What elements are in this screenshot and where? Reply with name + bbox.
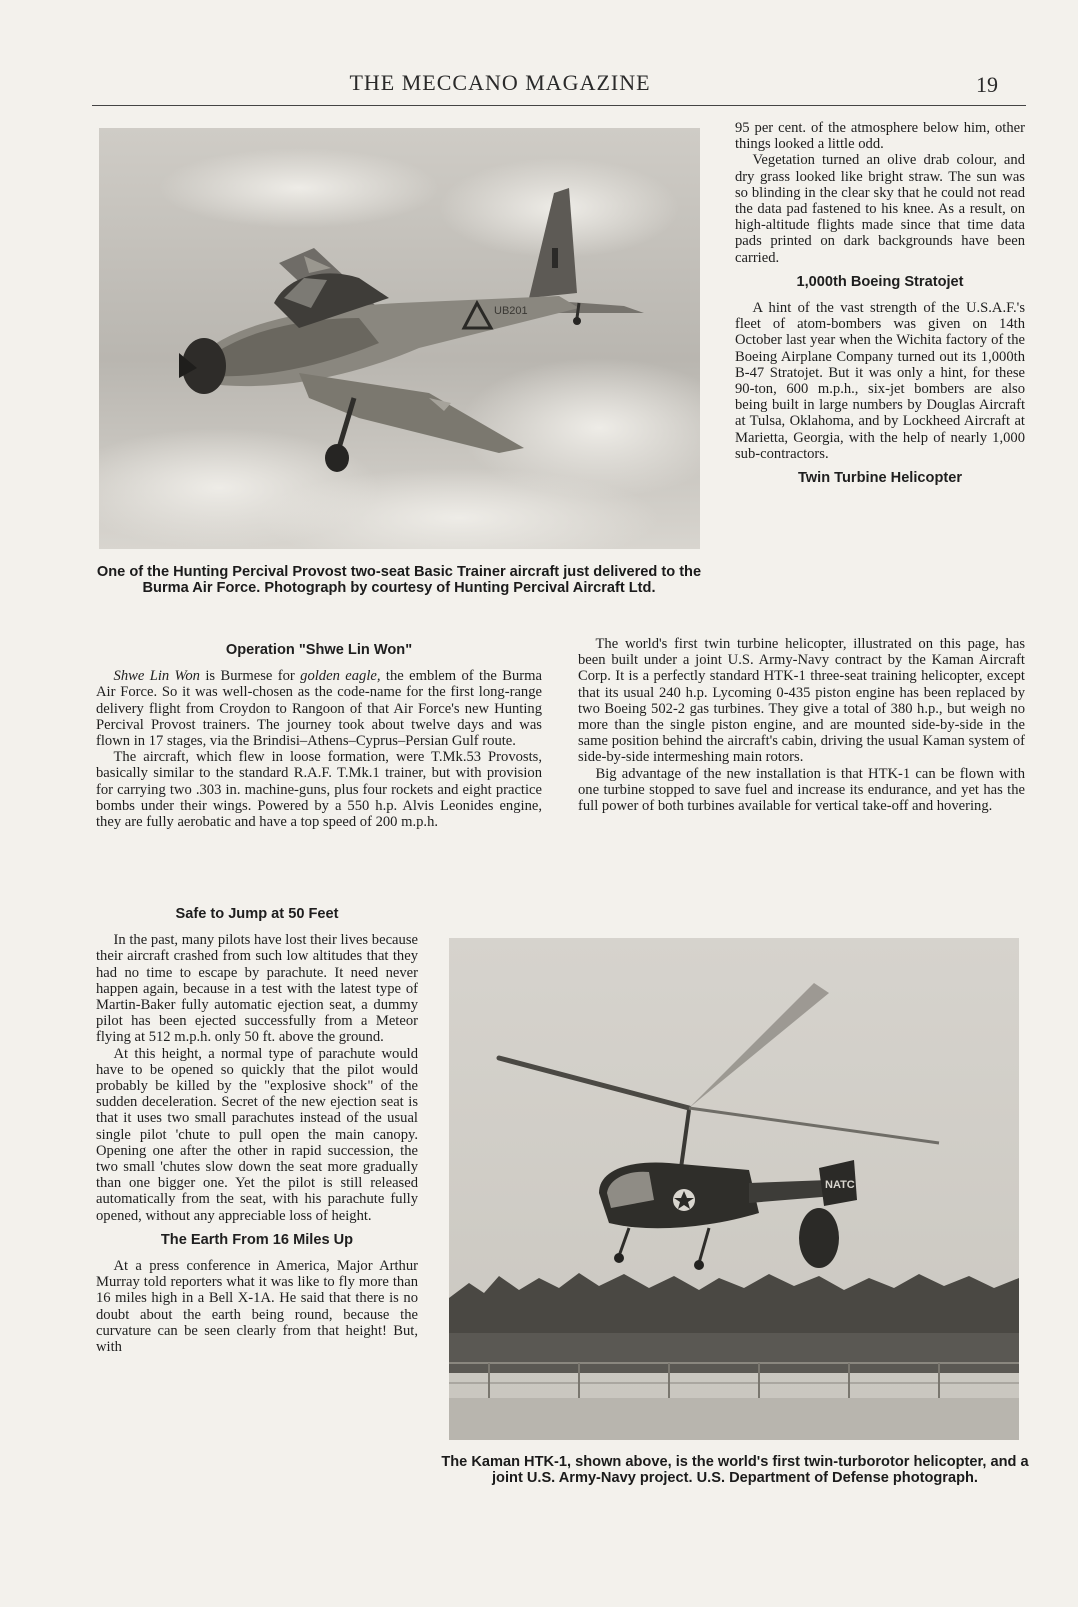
magazine-title: THE MECCANO MAGAZINE <box>349 70 651 95</box>
helicopter-paragraph-1: The world's first twin turbine helicopter, illustrated on this page, has been built under a joint U.S. Army-Navy contract by the Kaman Aircraft Corp. It is a perfectly standard HTK-1 three-seat training helicopter, except that its usual 240 h.p. Lycoming 0-435 piston engine has been replaced by two Boeing 502-2 gas turbines. They give a total of 380 h.p., but weigh no more than the single piston engine, and are mounted side-by-side in the same position behind the aircraft's cabin, driving the usual Kaman system of side-by-side intermeshing main rotors. <box>578 636 1025 766</box>
narrow-column <box>96 906 418 1355</box>
earth-paragraph: At a press conference in America, Major Arthur Murray told reporters what it was like to fly more than 16 miles high in a Bell X-1A. He said that there is no doubt about the earth being round, because the curvature can be seen clearly from that height! But, with <box>96 1258 418 1356</box>
jump-heading: Safe to Jump at 50 Feet <box>175 906 339 922</box>
helicopter-heading: Twin Turbine Helicopter <box>797 470 963 487</box>
helicopter-paragraph-2: Big advantage of the new installation is that HTK-1 can be flown with one turbine stopped to save fuel and increase its endurance, and yet has the full power of both turbines available for vertical take-off and hovering. <box>578 765 1025 815</box>
jump-paragraph-2: At this height, a normal type of parachute would have to be opened so quickly that the pilot would probably be killed by the "explosive shock" of the sudden deceleration. Secret of the new ejection seat is that it uses two small parachutes instead of the usual single pilot 'chute to pull open the main canopy. Opening one after the other in rapid succession, the two small 'chutes slow down the seat more gradually than one bigger one. Yet the pilot is still released automatically from the seat, with his parachute fully opened, without any appreciable loss of height. <box>96 1045 418 1224</box>
helicopter-photo <box>449 938 1019 1440</box>
operation-paragraph-1 <box>96 668 542 749</box>
shwe-lin-won-italic: Shwe Lin Won <box>113 668 200 685</box>
golden-eagle-italic: golden eagle, <box>300 668 381 685</box>
operation-paragraph-rest: the emblem of the Burma Air Force. So it was well-chosen as the code-name for the first long-range delivery flight from Croydon to Rangoon of that Air Force's new Hunting Percival Provost trainers. The journey took about twelve days and was flown in 17 stages, via the Brindisi–Athens–Cyprus–Persian Gulf route. <box>96 668 542 750</box>
operation-section <box>96 642 542 830</box>
operation-paragraph-2: The aircraft, which flew in loose formation, were T.Mk.53 Provosts, basically similar to the standard R.A.F. T.Mk.1 trainer, but with provision for carrying two .303 in. machine-guns, plus four rockets and eight practice bombs under their wings. Powered by a 550 h.p. Alvis Leonides engine, they are fully aerobatic and have a top speed of 200 m.p.h. <box>96 749 542 831</box>
provost-caption: One of the Hunting Percival Provost two-seat Basic Trainer aircraft just delivered to the Burma Air Force. Photograph by courtesy of Hunting Percival Aircraft Ltd. <box>96 564 702 596</box>
jump-paragraph-1: In the past, many pilots have lost their lives because their aircraft crashed from such low altitudes that they had no time to escape by parachute. It need never happen again, because in a test with the latest type of Martin-Baker fully automatic ejection seat, a dummy pilot has been ejected successfully from a Meteor flying at 512 m.p.h. only 50 ft. above the ground. <box>96 932 418 1046</box>
provost-serial: UB201 <box>494 305 528 317</box>
altitude-continuation: 95 per cent. of the atmosphere below him, other things looked a little odd. <box>735 120 1025 153</box>
earth-heading: The Earth From 16 Miles Up <box>160 1231 354 1248</box>
boeing-heading: 1,000th Boeing Stratojet <box>796 273 964 290</box>
operation-lead-mid: is Burmese for <box>199 668 301 685</box>
provost-photo <box>99 128 700 549</box>
operation-heading: Operation "Shwe Lin Won" <box>225 642 413 658</box>
helicopter-caption: The Kaman HTK-1, shown above, is the world's first twin-turborotor helicopter, and a joint U.S. Army-Navy project. U.S. Department of Defense photograph. <box>441 1454 1029 1486</box>
header-rule <box>92 105 1026 106</box>
helicopter-tail-marking: NATC <box>825 1179 855 1191</box>
right-column <box>735 120 1025 486</box>
helicopter-article <box>578 636 1025 814</box>
boeing-paragraph: A hint of the vast strength of the U.S.A.F.'s fleet of atom-bombers was given on 14th October last year when the Wichita factory of the Boeing Airplane Company turned out its 1,000th B-47 Stratojet. But it was only a hint, for these 90-ton, 600 m.p.h., six-jet bombers are also being built in large numbers by Douglas Aircraft at Tulsa, Oklahoma, and by Lockheed Aircraft at Marietta, Georgia, with the help of nearly 1,000 sub-contractors. <box>735 300 1025 462</box>
page-number: 19 <box>976 72 998 97</box>
vegetation-paragraph: Vegetation turned an olive drab colour, and dry grass looked like bright straw. The sun was so blinding in the clear sky that he could not read the data pad fastened to his knee. As a result, on high-altitude flights made since that time data pads printed on dark backgrounds have been carried. <box>735 152 1025 266</box>
